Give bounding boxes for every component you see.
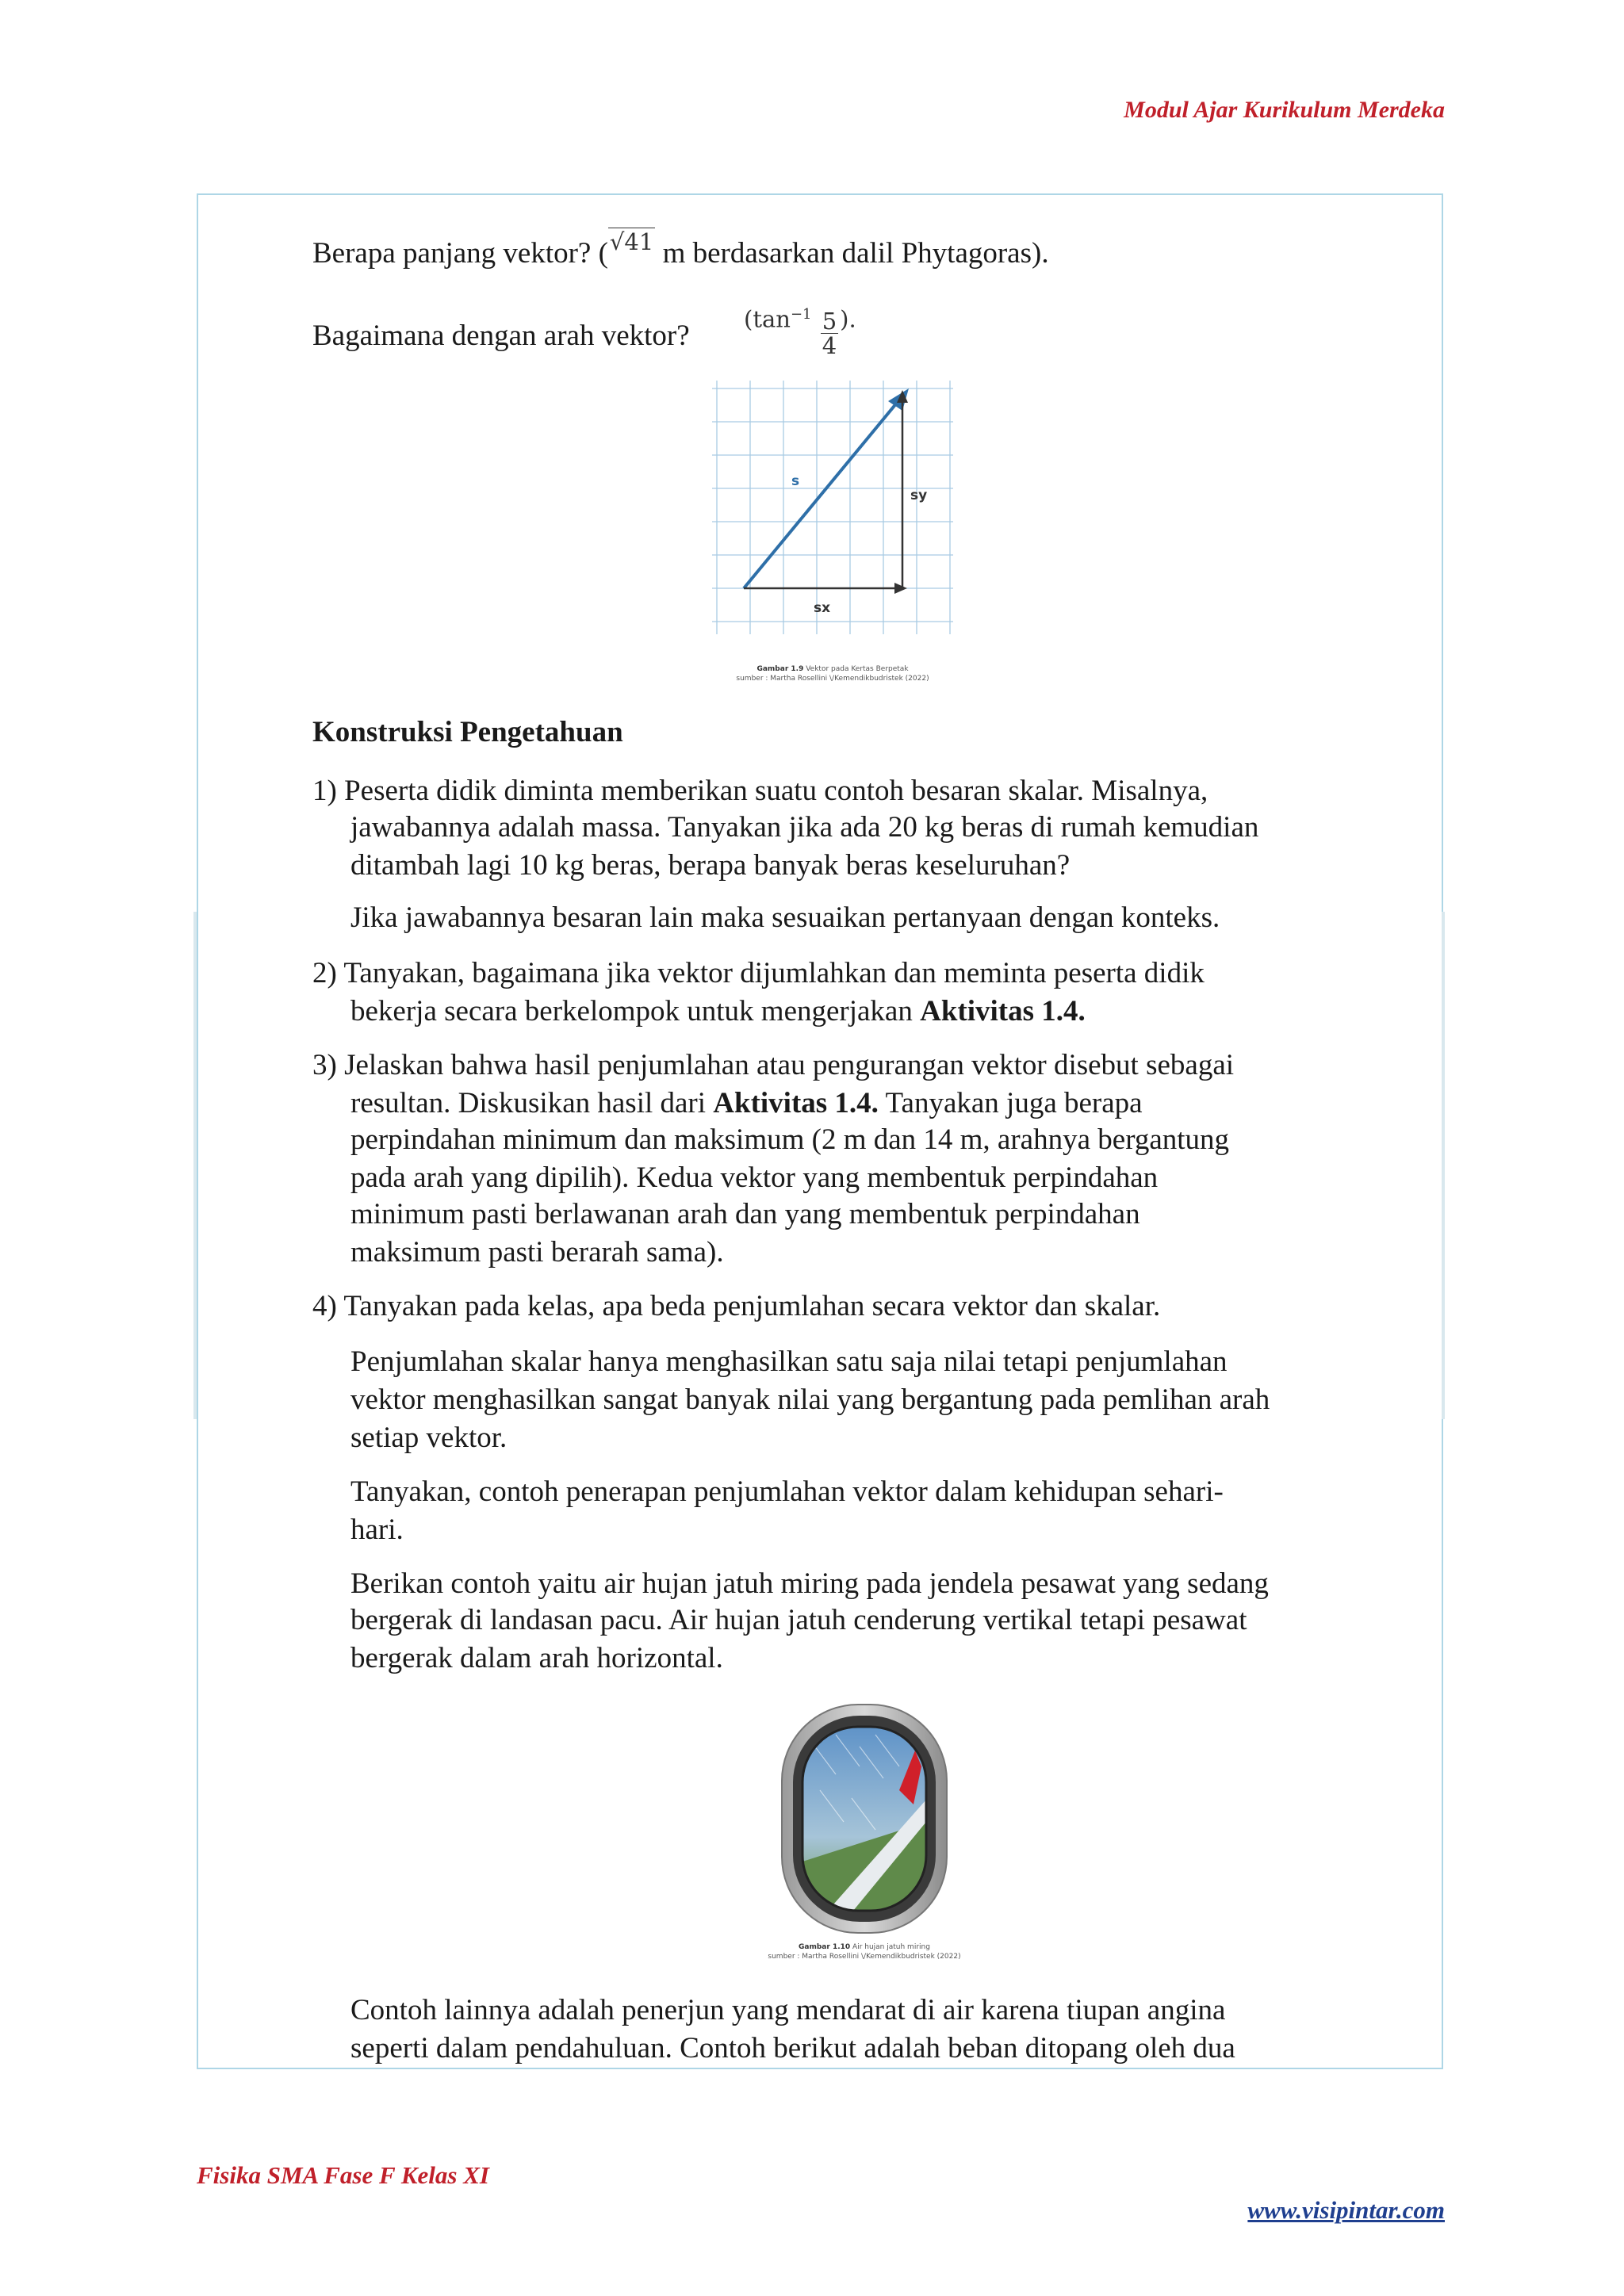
item-3-activity-ref: Aktivitas 1.4.	[713, 1087, 879, 1119]
arctan-formula	[744, 297, 856, 359]
item-4-p4-line-2: bergerak di landasan pacu. Air hujan jatuh cenderung vertikal tetapi pesawat	[350, 1604, 1247, 1636]
arctan-exp: −1	[790, 305, 812, 323]
item-3-line-3: perpindahan minimum dan maksimum (2 m dan 14 m, arahnya bergantung	[350, 1123, 1230, 1156]
item-2-text: bekerja secara berkelompok untuk mengerjakan	[350, 995, 921, 1027]
item-3-line-6: maksimum pasti berarah sama).	[350, 1236, 724, 1269]
grid-lines	[712, 381, 953, 634]
question-length-text-end: m berdasarkan dalil Phytagoras).	[655, 237, 1049, 270]
item-1-line-1: 1) Peserta didik diminta memberikan suatu contoh besaran skalar. Misalnya,	[312, 775, 1208, 807]
vector-grid-figure	[712, 381, 953, 634]
question-vector-length	[312, 228, 1049, 274]
item-4-p4-line-1: Berikan contoh yaitu air hujan jatuh miring pada jendela pesawat yang sedang	[350, 1567, 1269, 1600]
fig1-caption-text: Vektor pada Kertas Berpetak	[803, 665, 909, 673]
label-s: s	[791, 473, 800, 489]
vector-sx-arrowhead	[894, 583, 907, 594]
fraction	[821, 309, 838, 358]
item-4-p2-line-1: Penjumlahan skalar hanya menghasilkan satu saja nilai tetapi penjumlahan	[350, 1345, 1228, 1378]
item-4-p2-line-3: setiap vektor.	[350, 1422, 508, 1454]
item-4-p3-line-2: hari.	[350, 1513, 404, 1546]
item-2-line-1: 2) Tanyakan, bagaimana jika vektor dijumlahkan dan meminta peserta didik	[312, 957, 1205, 989]
closing-line-2: seperti dalam pendahuluan. Contoh berikut adalah beban ditopang oleh dua	[350, 2032, 1235, 2064]
item-2-activity-ref: Aktivitas 1.4.	[920, 995, 1086, 1027]
closing-line-1: Contoh lainnya adalah penerjun yang mendarat di air karena tiupan angina	[350, 1994, 1226, 2026]
sqrt41-formula: √41	[609, 228, 654, 255]
label-sx: sx	[814, 600, 831, 616]
item-4-p2-line-2: vektor menghasilkan sangat banyak nilai yang bergantung pada pemlihan arah	[350, 1383, 1270, 1416]
item-2-line-2	[350, 993, 1086, 1031]
fig2-caption-text: Air hujan jatuh miring	[850, 1943, 930, 1951]
fraction-numerator: 5	[822, 308, 837, 335]
fig2-caption-source: sumber : Martha Rosellini \/Kemendikbudristek (2022)	[768, 1953, 961, 1961]
vector-s	[744, 398, 901, 588]
question-length-text: Berapa panjang vektor? (	[312, 237, 608, 270]
item-3-line-2	[350, 1085, 1143, 1123]
frame-side-mark-left	[193, 912, 197, 1419]
figure-1-9-caption	[674, 664, 991, 683]
header-title: Modul Ajar Kurikulum Merdeka	[1124, 97, 1445, 123]
section-title: Konstruksi Pengetahuan	[312, 716, 623, 748]
item-3-line-1: 3) Jelaskan bahwa hasil penjumlahan atau pengurangan vektor disebut sebagai	[312, 1049, 1235, 1081]
figure-1-10-caption	[706, 1942, 1023, 1961]
fig2-caption-number: Gambar 1.10	[799, 1943, 851, 1951]
fig1-caption-source: sumber : Martha Rosellini \/Kemendikbudristek (2022)	[736, 675, 929, 683]
footer-subject: Fisika SMA Fase F Kelas XI	[197, 2161, 489, 2189]
arctan-func: (tan	[744, 305, 791, 333]
airplane-window-figure	[780, 1703, 948, 1934]
item-1-paragraph-2: Jika jawabannya besaran lain maka sesuaikan pertanyaan dengan konteks.	[350, 901, 1220, 934]
arctan-close: ).	[840, 305, 856, 333]
item-4-p4-line-3: bergerak dalam arah horizontal.	[350, 1642, 723, 1674]
fraction-denominator: 4	[822, 332, 837, 359]
item-4-line-1: 4) Tanyakan pada kelas, apa beda penjumlahan secara vektor dan skalar.	[312, 1290, 1161, 1322]
question-vector-direction: Bagaimana dengan arah vektor?	[312, 320, 690, 352]
item-3-text-c: Tanyakan juga berapa	[878, 1087, 1143, 1119]
label-sy: sy	[910, 488, 928, 503]
footer-website-link[interactable]: www.visipintar.com	[1247, 2196, 1445, 2224]
item-4-p3-line-1: Tanyakan, contoh penerapan penjumlahan vektor dalam kehidupan sehari-	[350, 1475, 1224, 1508]
item-3-line-5: minimum pasti berlawanan arah dan yang membentuk perpindahan	[350, 1198, 1140, 1230]
fig1-caption-number: Gambar 1.9	[756, 665, 804, 673]
item-3-line-4: pada arah yang dipilih). Kedua vektor yang membentuk perpindahan	[350, 1161, 1159, 1194]
frame-side-mark-right	[1442, 912, 1445, 1419]
item-3-text-a: resultan. Diskusikan hasil dari	[350, 1087, 714, 1119]
item-1-line-3: ditambah lagi 10 kg beras, berapa banyak beras keseluruhan?	[350, 849, 1071, 882]
item-1-line-2: jawabannya adalah massa. Tanyakan jika ada 20 kg beras di rumah kemudian	[350, 811, 1259, 844]
